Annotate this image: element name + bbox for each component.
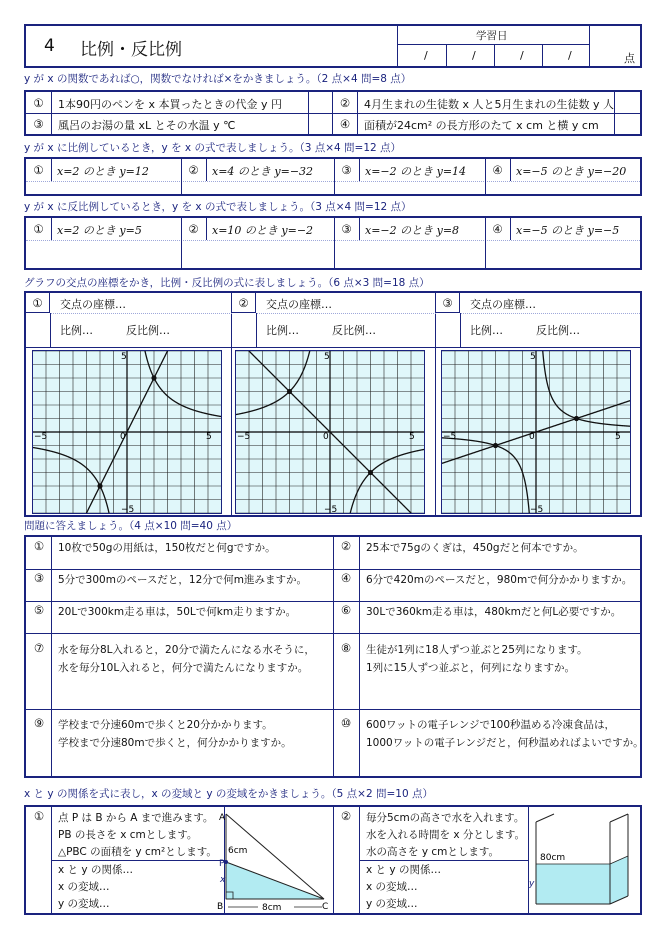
page-title: 比例・反比例 — [80, 40, 182, 60]
s2-q4-text: x=−5 のとき y=−20 — [516, 165, 627, 178]
s5-q9-line1: 学校まで分速60mで歩くと20分かかります。 — [58, 719, 273, 731]
intersection-point — [368, 470, 373, 475]
label-c: C — [322, 902, 329, 912]
score-label: 点 — [624, 52, 635, 65]
g1-num: ① — [26, 293, 50, 313]
s6-q2-relation: x と y の関係… — [366, 864, 441, 876]
intersection-point — [287, 389, 292, 394]
s5-q5-line1: 20Lで300km走る車は，50Lで何km走りますか。 — [58, 606, 297, 618]
water-front — [536, 864, 610, 904]
s3-q4-text: x=−5 のとき y=−5 — [516, 224, 620, 237]
date-slash-4: / — [568, 49, 572, 62]
s5-q10-line2: 1000ワットの電子レンジだと，何秒温めればよいですか。 — [366, 737, 644, 749]
intersection-point — [493, 443, 498, 448]
g3-xmax-label: 5 — [615, 432, 621, 442]
s1-q2-answer[interactable] — [615, 92, 640, 113]
s6-q2-num: ② — [340, 809, 352, 823]
s5-q7-num: ⑦ — [33, 641, 45, 655]
g2-inverse-label: 反比例… — [332, 324, 376, 337]
label-8cm: 8cm — [262, 903, 282, 912]
s5-q7-line1: 水を毎分8L入れると，20分で満たんになる水そうに， — [58, 644, 315, 656]
s1-q3-answer[interactable] — [309, 114, 332, 134]
section1-heading: y が x の関数であれば○，関数でなければ×をかきましょう。（2 点×4 問=8 点） — [24, 73, 412, 85]
g1-xmin-label: −5 — [34, 432, 48, 442]
g2-ymax-label: 5 — [324, 352, 330, 362]
score-box — [589, 24, 642, 68]
s5-q7-line2: 水を毎分10L入れると，何分で満たんになりますか。 — [58, 662, 309, 674]
tank-figure — [528, 812, 638, 912]
s6-q1-line3: △PBC の面積を y cm²とします。 — [58, 846, 217, 858]
s5-q9-line2: 学校まで分速80mで歩くと，何分かかりますか。 — [58, 737, 292, 749]
g3-proportion-label: 比例… — [470, 324, 503, 337]
g1-inverse-label: 反比例… — [126, 324, 170, 337]
s5-q2-line1: 25本で75gのくぎは，450gだと何本ですか。 — [366, 542, 584, 554]
s6-q1-y-domain: y の変域… — [58, 898, 110, 910]
s3-q3-num: ③ — [341, 222, 352, 236]
section6-heading: x と y の関係を式に表し，x の変域と y の変域をかきましょう。（5 点×2 問=10 点） — [24, 788, 433, 800]
s3-q2-text: x=10 のとき y=−2 — [212, 224, 314, 237]
s6-q2-line1: 毎分5cmの高さで水を入れます。 — [366, 812, 525, 824]
section4-heading: グラフの交点の座標をかき，比例・反比例の式に表しましょう。（6 点×3 問=18 点） — [24, 277, 430, 289]
intersection-point — [97, 483, 102, 488]
s6-q1-num: ① — [33, 809, 45, 823]
g3-xmin-label: −5 — [443, 432, 457, 442]
point-p — [224, 860, 228, 864]
label-80cm: 80cm — [540, 853, 566, 863]
s6-q2-y-domain: y の変域… — [366, 898, 418, 910]
g3-num: ③ — [436, 293, 460, 313]
s5-q10-line1: 600ワットの電子レンジで100秒温める冷凍食品は， — [366, 719, 616, 731]
s5-q9-num: ⑨ — [33, 716, 45, 730]
s6-q1-relation: x と y の関係… — [58, 864, 133, 876]
label-y: y — [529, 879, 535, 889]
section5-heading: 問題に答えましょう。（4 点×10 問=40 点） — [24, 520, 238, 532]
s5-q3-num: ③ — [33, 571, 45, 585]
g1-proportion-label: 比例… — [60, 324, 93, 337]
g1-ymax-label: 5 — [121, 352, 127, 362]
s5-q5-num: ⑤ — [33, 603, 45, 617]
section2-heading: y が x に比例しているとき，y を x の式で表しましょう。（3 点×4 問=12 点） — [24, 142, 402, 154]
s5-q8-line2: 1列に15人ずつ並ぶと，何列になりますか。 — [366, 662, 576, 674]
s6-q2-line2: 水を入れる時間を x 分とします。 — [366, 829, 526, 841]
s1-q4-text: 面積が24cm² の長方形のたて x cm と横 y cm — [364, 119, 599, 132]
s3-q4-num: ④ — [492, 222, 503, 236]
intersection-point — [574, 416, 579, 421]
s5-q4-line1: 6分で420mのペースだと，980mで何分かかりますか。 — [366, 574, 633, 586]
g1-origin-label: 0 — [120, 432, 126, 442]
s2-q2-num: ② — [188, 163, 199, 177]
intersection-point — [151, 375, 156, 380]
section3-table — [24, 216, 642, 270]
s6-q1-x-domain: x の変域… — [58, 881, 110, 893]
unit-number: 4 — [44, 36, 55, 56]
s5-q8-line1: 生徒が1列に18人ずつ並ぶと25列になります。 — [366, 644, 588, 656]
date-area — [397, 24, 589, 68]
s3-q1-num: ① — [33, 222, 44, 236]
section2-table — [24, 157, 642, 196]
label-6cm: 6cm — [228, 846, 248, 856]
label-x: x — [220, 875, 226, 885]
s1-q2-num: ② — [339, 95, 351, 110]
g3-origin-label: 0 — [529, 432, 535, 442]
s5-q4-num: ④ — [340, 571, 352, 585]
section3-heading: y が x に反比例しているとき，y を x の式で表しましょう。（3 点×4 問=12 点） — [24, 201, 412, 213]
s6-q2-line3: 水の高さを y cmとします。 — [366, 846, 500, 858]
s2-q1-num: ① — [33, 163, 44, 177]
s2-q1-text: x=2 のとき y=12 — [57, 165, 149, 178]
section1-table — [24, 90, 642, 136]
graph-3 — [441, 350, 631, 514]
date-slash-1: / — [424, 49, 428, 62]
g3-ymin-label: −5 — [530, 505, 544, 514]
s1-q1-text: 1本90円のペンを x 本買ったときの代金 y 円 — [58, 98, 283, 111]
s3-q3-text: x=−2 のとき y=8 — [365, 224, 460, 237]
graph-1 — [32, 350, 222, 514]
date-slash-3: / — [520, 49, 524, 62]
s1-q4-answer[interactable] — [615, 114, 640, 134]
g1-xmax-label: 5 — [206, 432, 212, 442]
graph-2 — [235, 350, 425, 514]
date-label: 学習日 — [476, 30, 508, 42]
s2-q3-num: ③ — [341, 163, 352, 177]
g2-intersection-label: 交点の座標… — [266, 298, 332, 311]
s5-q2-num: ② — [340, 539, 352, 553]
s5-q6-num: ⑥ — [340, 603, 352, 617]
s1-q4-num: ④ — [339, 117, 351, 131]
s1-q1-answer[interactable] — [309, 92, 332, 113]
s5-q3-line1: 5分で300mのペースだと，12分で何m進みますか。 — [58, 574, 308, 586]
s6-q1-line1: 点 P は B から A まで進みます。 — [58, 812, 214, 824]
s1-q3-num: ③ — [33, 117, 44, 131]
s5-q10-num: ⑩ — [340, 716, 352, 730]
s5-q8-num: ⑧ — [340, 641, 352, 655]
g3-inverse-label: 反比例… — [536, 324, 580, 337]
g2-xmax-label: 5 — [409, 432, 415, 442]
s1-q1-num: ① — [33, 95, 44, 110]
g2-ymin-label: −5 — [324, 505, 338, 514]
g2-proportion-label: 比例… — [266, 324, 299, 337]
s6-q2-x-domain: x の変域… — [366, 881, 418, 893]
s6-q1-line2: PB の長さを x cmとします。 — [58, 829, 198, 841]
s5-q6-line1: 30Lで360km走る車は，480kmだと何L必要ですか。 — [366, 606, 622, 618]
g1-intersection-label: 交点の座標… — [60, 298, 126, 311]
label-a: A — [219, 813, 226, 823]
s3-q1-text: x=2 のとき y=5 — [57, 224, 142, 237]
s1-q3-text: 風呂のお湯の量 xL とその水温 y ℃ — [58, 119, 236, 132]
s1-q2-text: 4月生まれの生徒数 x 人と5月生まれの生徒数 y 人 — [364, 98, 615, 111]
s5-q1-num: ① — [33, 539, 45, 553]
s3-q2-num: ② — [188, 222, 199, 236]
g2-xmin-label: −5 — [237, 432, 251, 442]
g1-ymin-label: −5 — [121, 505, 135, 514]
label-p: P — [219, 859, 225, 869]
g3-ymax-label: 5 — [530, 352, 536, 362]
s5-q1-line1: 10枚で50gの用紙は，150枚だと何gですか。 — [58, 542, 276, 554]
g2-origin-label: 0 — [323, 432, 329, 442]
s2-q3-text: x=−2 のとき y=14 — [365, 165, 467, 178]
s2-q2-text: x=4 のとき y=−32 — [212, 165, 314, 178]
triangle-figure — [214, 810, 332, 912]
s2-q4-num: ④ — [492, 163, 503, 177]
date-slash-2: / — [472, 49, 476, 62]
g3-intersection-label: 交点の座標… — [470, 298, 536, 311]
g2-num: ② — [232, 293, 256, 313]
label-b: B — [217, 902, 224, 912]
